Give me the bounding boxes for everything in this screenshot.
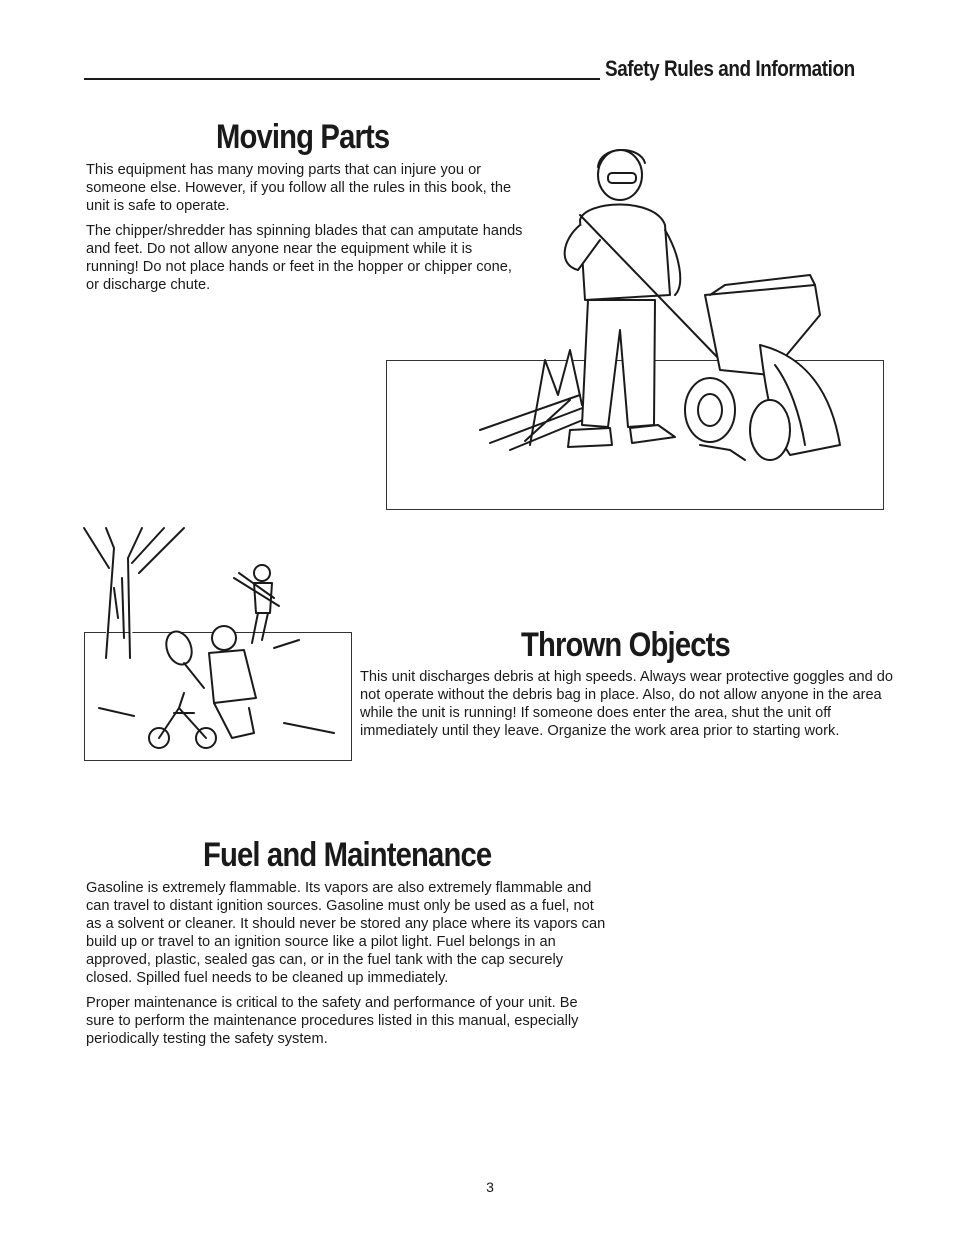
fuel-maintenance-paragraph-2: Proper maintenance is critical to the safety and performance of your unit. Be sure to perform the maintenance procedures listed in this manual, especially periodically testing the safety system.: [86, 995, 579, 1047]
moving-parts-paragraph-2: The chipper/shredder has spinning blades that can amputate hands and feet. Do not allow anyone near the equipment while it is running! Do not place hands or feet in the hopper or chipper cone, or discharge chute.: [86, 223, 523, 293]
thrown-objects-title: Thrown Objects: [521, 626, 730, 664]
fuel-maintenance-paragraph-1: Gasoline is extremely flammable. Its vapors are also extremely flammable and can travel to distant ignition sources. Gasoline must only be used as a fuel, not as a solvent or cleaner. It should never be stored any place where its vapors can build up or travel to an ignition source like a pilot light. Fuel belongs in an approved, plastic, sealed gas can, or in the fuel tank with the cap securely closed. Spilled fuel needs to be cleaned up immediately.: [86, 880, 606, 986]
thrown-objects-illustration: [84, 528, 350, 758]
moving-parts-paragraph-1: This equipment has many moving parts that can injure you or someone else. However, if you follow all the rules in this book, the unit is safe to operate.: [86, 162, 512, 214]
thrown-objects-paragraph: This unit discharges debris at high speeds. Always wear protective goggles and do not operate without the debris bag in place. Also, do not allow anyone in the area while the unit is running! If someone does enter the area, shut the unit off immediately until they leave. Organize the work area prior to starting work.: [360, 669, 893, 739]
page-number: 3: [486, 1179, 494, 1195]
chipper-operator-illustration: [470, 145, 890, 475]
header-title: Safety Rules and Information: [605, 56, 855, 81]
header-rule: [84, 78, 600, 80]
moving-parts-title: Moving Parts: [216, 118, 390, 156]
fuel-maintenance-title: Fuel and Maintenance: [203, 836, 492, 874]
